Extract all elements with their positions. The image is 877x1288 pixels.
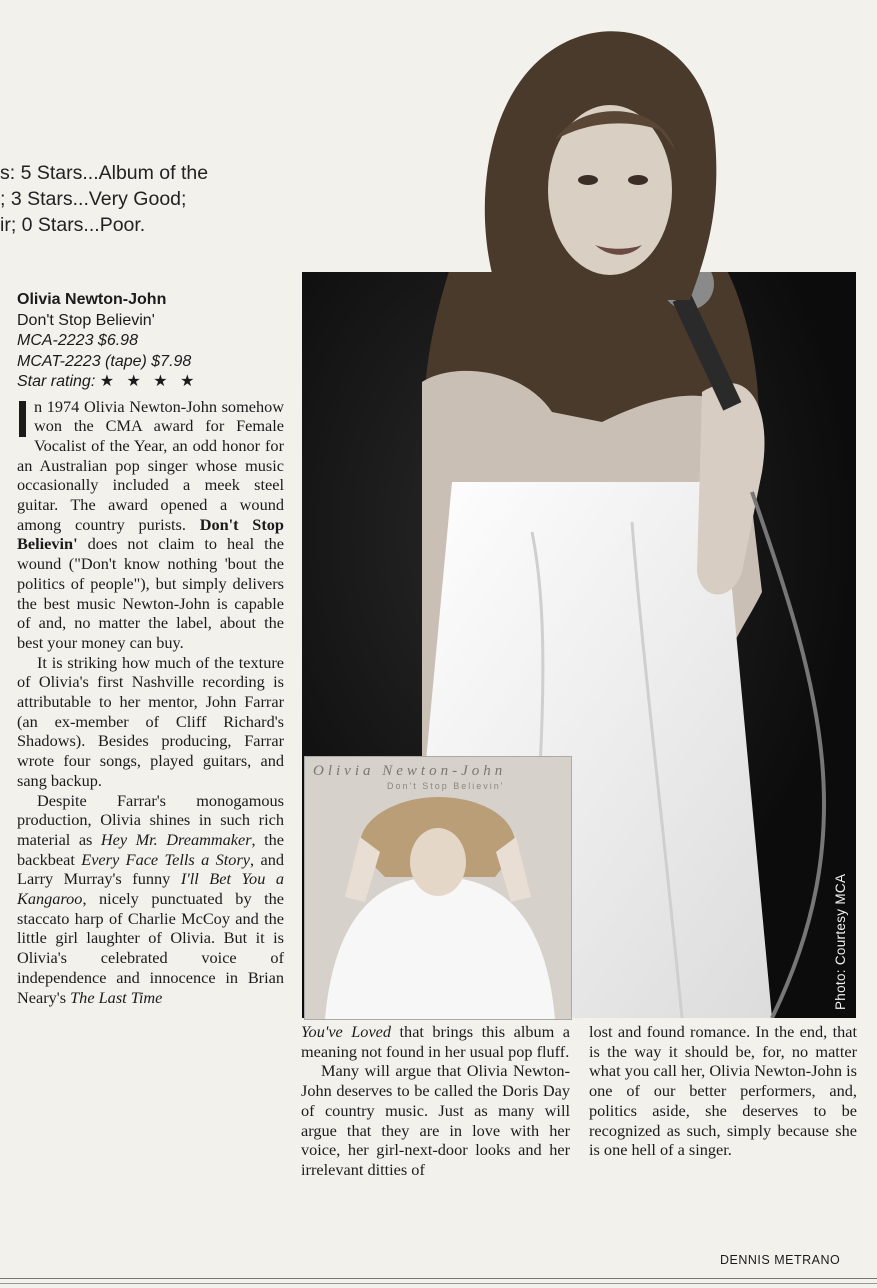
rating-key	[0, 160, 270, 238]
rating-key-line: ir; 0 Stars...Poor.	[0, 214, 146, 236]
paragraph-4: Many will argue that Olivia Newton-John deserves to be called the Doris Day of country music. Just as many will argue that they are in love with her voice, her girl-next-door looks and her irrelevant ditties of	[301, 1061, 570, 1179]
photo-credit: Photo: Courtesy MCA	[833, 873, 848, 1010]
album-cover-title: Olivia Newton-John	[313, 763, 507, 779]
byline: DENNIS METRANO	[720, 1253, 841, 1267]
rating-key-line: ; 3 Stars...Very Good;	[0, 188, 187, 210]
catalog-lp: MCA-2223 $6.98	[17, 332, 138, 349]
paragraph-2: It is striking how much of the texture of Olivia's first Nashville recording is attributable to her mentor, John Farrar (an ex-member of Cliff Richard's Shadows). Besides producing, Farrar wrote four songs, played guitars, and sang backup.	[17, 652, 284, 790]
catalog-tape: MCAT-2223 (tape) $7.98	[17, 352, 192, 370]
review-column-3	[589, 1022, 857, 1160]
paragraph-3-continued: You've Loved that brings this album a meaning not found in her usual pop fluff.	[301, 1022, 570, 1061]
rating-key-line: s: 5 Stars...Album of the	[0, 162, 209, 184]
star-icons: ★ ★ ★ ★	[99, 373, 199, 390]
review-header	[17, 290, 284, 393]
album-cover-subtitle: Don't Stop Believin'	[387, 781, 505, 791]
drop-cap-bar	[19, 401, 26, 437]
star-rating	[17, 372, 284, 393]
article-body	[17, 397, 284, 1008]
album-name: Don't Stop Believin'	[17, 311, 155, 329]
bottom-rule	[0, 1278, 877, 1284]
review-column-1	[0, 280, 302, 1288]
review-column-2	[301, 1022, 570, 1180]
album-title-bold: Don't Stop Believin'	[17, 514, 284, 554]
paragraph-3: Despite Farrar's monogamous production, Olivia shines in such rich material as Hey Mr. Dreammaker, the backbeat Every Face Tells a Story, and Larry Murray's funny I'll Bet You a Kangaroo, nicely punctuated by the staccato harp of Charlie McCoy and the little girl laughter of Olivia. But it is Olivia's celebrated voice of independence and innocence in Brian Neary's The Last Time	[17, 790, 284, 1007]
paragraph-4-continued: lost and found romance. In the end, that is the way it should be, for, no matter what you call her, Olivia Newton-John is one of our better performers, and, politics aside, she deserves to be recognized as such, simply because she is one hell of a singer.	[589, 1022, 857, 1160]
paragraph-1: n 1974 Olivia Newton-John somehow won the CMA award for Female Vocalist of the Year, an odd honor for an Australian pop singer whose music occasionally included a meek steel guitar. The award opened a wound among country purists. Don't Stop Believin' does not claim to heal the wound ("Don't know nothing 'bout the politics of people"), but simply delivers the best music Newton-John is capable of and, no matter the label, about the best your money can buy.	[17, 396, 284, 652]
star-rating-label: Star rating:	[17, 373, 96, 390]
artist-name: Olivia Newton-John	[17, 291, 167, 308]
album-cover-art	[305, 757, 571, 1019]
album-cover	[304, 756, 572, 1020]
performer-head	[460, 20, 730, 300]
